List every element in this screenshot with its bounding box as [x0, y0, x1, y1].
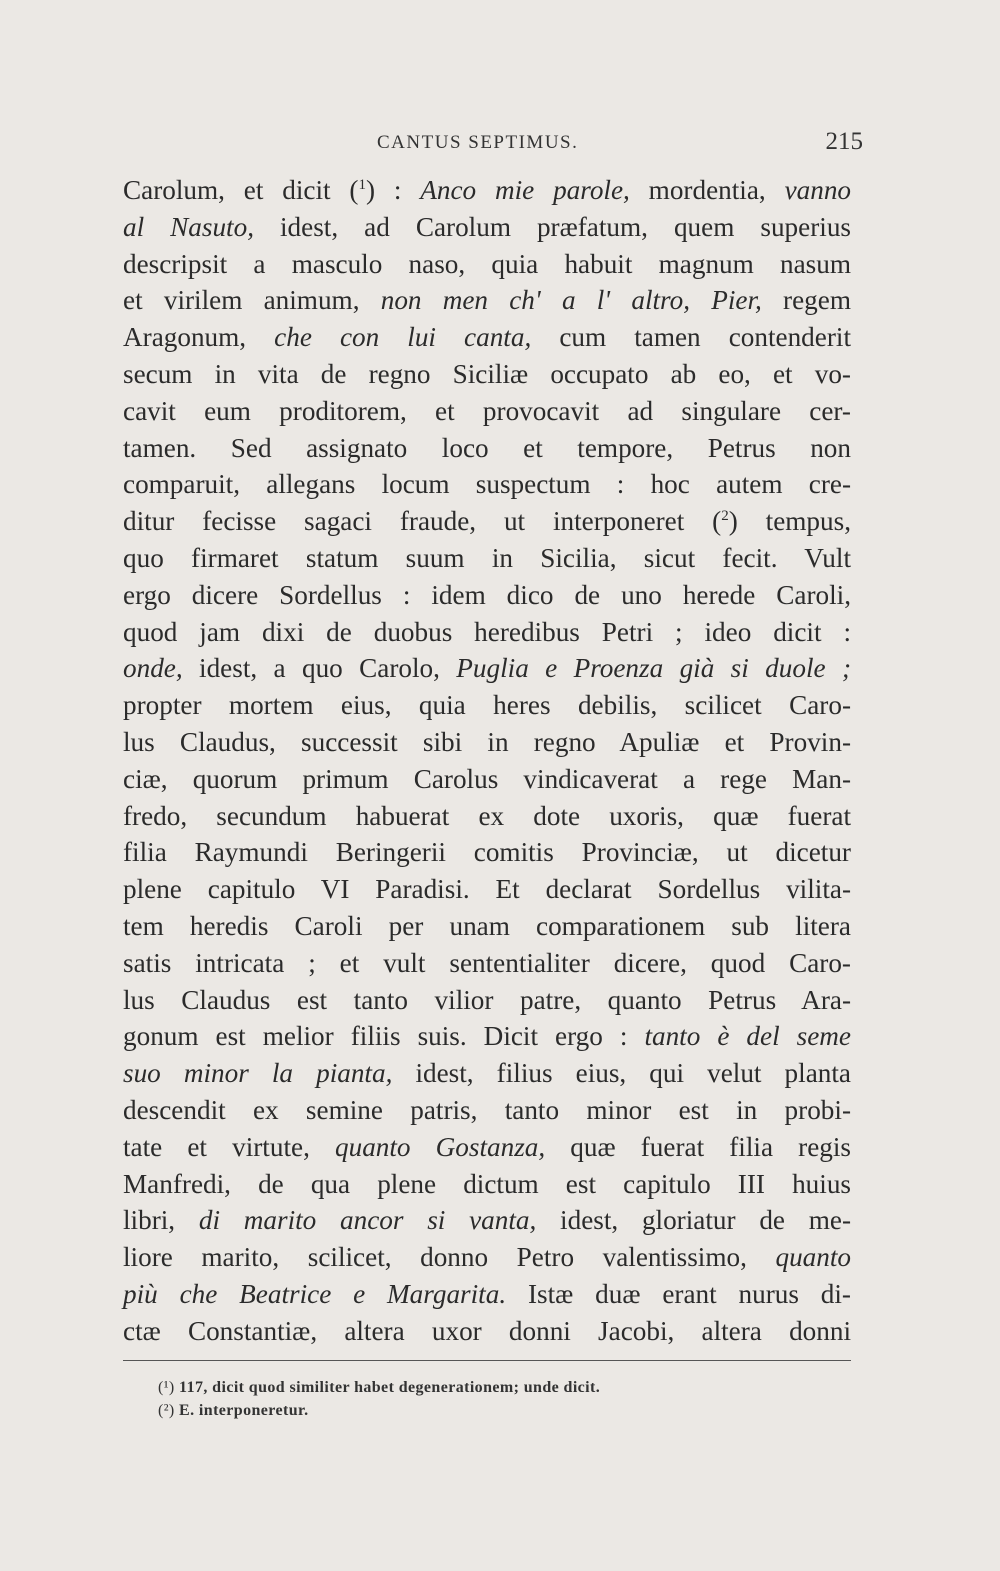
footnote-ref: 2: [721, 508, 729, 525]
footnote-mark: (²): [158, 1402, 175, 1419]
text-line: [123, 1239, 851, 1276]
footnote-mark: (¹): [158, 1379, 175, 1396]
text-run: ergo dicere Sordellus : idem dico de uno herede Caroli,: [123, 579, 851, 610]
text-line: [123, 540, 851, 577]
italic-quote: Anco mie parole,: [420, 175, 630, 205]
text-run: mordentia,: [629, 175, 785, 205]
text-run: fredo, secundum habuerat ex dote uxoris, quæ fuerat: [123, 800, 851, 831]
text-line: [123, 282, 851, 319]
text-run: Carolum, et dicit (: [123, 175, 359, 205]
text-line: [123, 172, 851, 209]
text-run: tate et virtute,: [123, 1131, 335, 1162]
text-run: plene capitulo VI Paradisi. Et declarat Sordellus vilita-: [123, 874, 851, 905]
text-line: [123, 650, 851, 687]
text-line: [123, 798, 851, 835]
footnote: [158, 1376, 848, 1399]
footnote-ref: 1: [358, 177, 366, 193]
text-line: [123, 945, 851, 982]
text-run: ditur fecisse sagaci fraude, ut interponeret (: [123, 506, 722, 537]
text-run: comparuit, allegans locum suspectum : hoc autem cre-: [123, 469, 851, 500]
text-run: regem: [761, 285, 851, 316]
text-line: [123, 834, 851, 871]
text-run: cavit eum proditorem, et provocavit ad singulare cer-: [123, 395, 851, 426]
text-run: cum tamen contenderit: [531, 322, 852, 353]
text-line: [123, 1202, 851, 1239]
text-run: satis intricata ; et vult sententialiter dicere, quod Caro-: [123, 947, 851, 978]
text-run: quæ fuerat filia regis: [545, 1131, 851, 1162]
page-number: 215: [825, 128, 863, 155]
text-run: ciæ, quorum primum Carolus vindicaverat a rege Man-: [123, 763, 851, 794]
running-head: [123, 128, 863, 160]
text-run: Aragonum,: [123, 322, 275, 353]
text-line: [123, 209, 851, 246]
text-line: [123, 356, 851, 393]
text-run: liore marito, scilicet, donno Petro valentissimo,: [123, 1242, 776, 1273]
body-text: [123, 172, 851, 1350]
text-line: [123, 1092, 851, 1129]
footnote-text: E. interponeretur.: [174, 1402, 309, 1419]
text-run: idest, filius eius, qui velut planta: [392, 1058, 851, 1089]
italic-quote: quanto: [775, 1242, 851, 1273]
text-line: [123, 724, 851, 761]
footnote: [158, 1399, 848, 1422]
footnote-text: 117, dicit quod similiter habet degenerationem; unde dicit.: [174, 1379, 601, 1396]
text-line: [123, 1055, 851, 1092]
text-run: et virilem animum,: [123, 285, 381, 316]
text-run: ) :: [365, 175, 421, 205]
text-run: lus Claudus, successit sibi in regno Apuliæ et Provin-: [123, 726, 851, 757]
text-line: [123, 908, 851, 945]
text-run: quod jam dixi de duobus heredibus Petri ; ideo dicit :: [123, 616, 851, 647]
text-run: propter mortem eius, quia heres debilis, scilicet Caro-: [123, 690, 851, 721]
text-run: Manfredi, de qua plene dictum est capitulo III huius: [123, 1168, 851, 1199]
text-run: descendit ex semine patris, tanto minor est in probi-: [123, 1094, 851, 1125]
text-run: descripsit a masculo naso, quia habuit magnum nasum: [123, 248, 851, 279]
text-run: lus Claudus est tanto vilior patre, quanto Petrus Ara-: [123, 984, 851, 1015]
italic-quote: che con lui canta,: [274, 322, 532, 353]
italic-quote: suo minor la pianta,: [123, 1058, 393, 1089]
text-line: [123, 982, 851, 1019]
text-line: [123, 1166, 851, 1203]
text-line: [123, 1276, 851, 1313]
text-run: libri,: [123, 1205, 199, 1236]
text-line: [123, 614, 851, 651]
text-run: tamen. Sed assignato loco et tempore, Petrus non: [123, 432, 851, 463]
text-run: ) tempus,: [728, 506, 851, 537]
text-line: [123, 1018, 851, 1055]
text-line: [123, 687, 851, 724]
italic-quote: vanno: [784, 175, 852, 205]
text-line: [123, 319, 851, 356]
running-head-title: CANTUS SEPTIMUS.: [377, 132, 579, 153]
text-run: idest, gloriatur de me-: [536, 1205, 851, 1236]
text-line: [123, 577, 851, 614]
italic-quote: Puglia e Proenza già si duole ;: [456, 653, 852, 684]
text-run: secum in vita de regno Siciliæ occupato ab eo, et vo-: [123, 358, 851, 389]
footnotes: [158, 1376, 848, 1422]
italic-quote: onde,: [123, 653, 183, 684]
text-line: [123, 246, 851, 283]
footnote-rule: [123, 1360, 851, 1361]
italic-quote: quanto Gostanza,: [335, 1131, 546, 1162]
text-run: gonum est melior filiis suis. Dicit ergo :: [123, 1021, 645, 1052]
italic-quote: al Nasuto,: [123, 211, 254, 242]
text-line: [123, 430, 851, 467]
text-run: ctæ Constantiæ, altera uxor donni Jacobi, altera donni: [123, 1315, 851, 1346]
text-line: [123, 871, 851, 908]
text-line: [123, 1129, 851, 1166]
text-run: quo firmaret statum suum in Sicilia, sicut fecit. Vult: [123, 542, 851, 573]
text-line: [123, 761, 851, 798]
text-run: tem heredis Caroli per unam comparationem sub litera: [123, 910, 851, 941]
text-run: idest, a quo Carolo,: [182, 653, 457, 684]
text-run: idest, ad Carolum præfatum, quem superius: [254, 211, 851, 242]
text-line: [123, 466, 851, 503]
text-run: Istæ duæ erant nurus di-: [506, 1278, 851, 1309]
italic-quote: più che Beatrice e Margarita.: [123, 1278, 507, 1309]
text-run: filia Raymundi Beringerii comitis Provinciæ, ut dicetur: [123, 837, 851, 868]
text-line: [123, 503, 851, 540]
text-line: [123, 1313, 851, 1350]
italic-quote: tanto è del seme: [644, 1021, 851, 1052]
italic-quote: di marito ancor si vanta,: [198, 1205, 537, 1236]
text-line: [123, 393, 851, 430]
italic-quote: non men ch' a l' altro, Pier,: [380, 285, 762, 316]
